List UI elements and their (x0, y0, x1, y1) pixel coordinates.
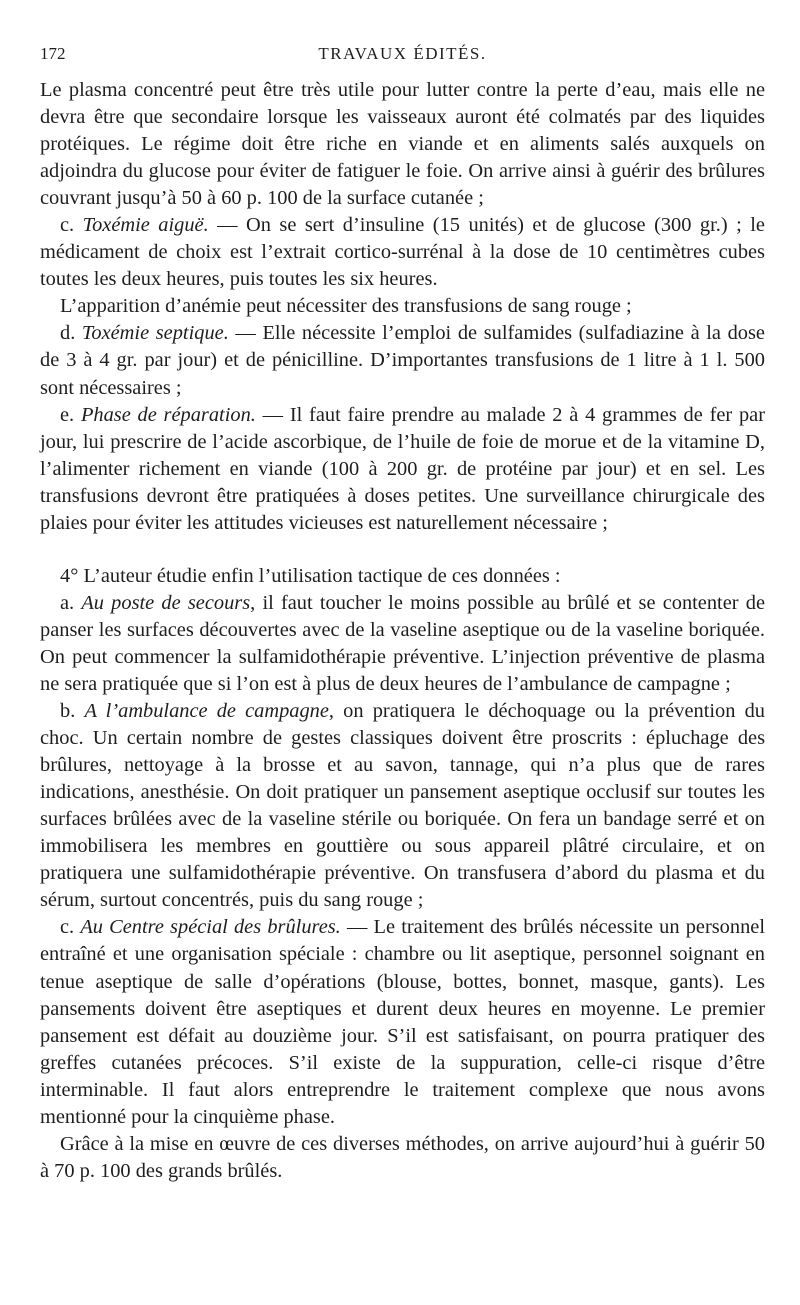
heading-separator: , (250, 591, 263, 614)
paragraph-text: Le traitement des brûlés nécessite un personnel entraîné et une organisation spéciale : chambre ou lit aseptique, personnel soignant en tenue aseptique de salle d’opérations (blouse, bottes, bonnet, masque, gants). Les pansements doivent être aseptiques et durent deux heures en moyenne. Le premier pansement est défait au douzième jour. S’il est satisfaisant, on pourra pratiquer des greffes cutanées précoces. S’il existe de la suppuration, celle-ci risque d’être interminable. Il faut alors entreprendre le traitement complexe que nous avons mentionné pour la cinquième phase. (40, 916, 765, 1128)
heading-separator: , (328, 700, 344, 723)
paragraph-text: il faut toucher le moins possible au brûlé et se contenter de panser les surfaces découvertes avec de la vaseline aseptique ou de la vaseline boriquée. On peut commencer la sulfamidothérapie préventive. L’injection préventive de plasma ne sera pratiquée que si l’on est à plus de deux heures de l’ambulance de campagne ; (40, 591, 765, 695)
page-header (40, 36, 765, 64)
item-heading: A l’ambulance de campagne (84, 700, 329, 723)
item-heading: Toxémie septique. (81, 322, 229, 345)
item-letter: d. (60, 322, 76, 345)
paragraph-text: Il faut faire prendre au malade 2 à 4 grammes de fer par jour, lui prescrire de l’acide ascorbique, de l’huile de foie de morue et de la vitamine D, l’alimenter richement en viande (100 à 200 gr. de protéine par jour) et en sel. Les transfusions devront être pratiquées à doses petites. Une surveillance chirurgicale des plaies pour éviter les attitudes vicieuses est naturellement nécessaire ; (40, 403, 765, 534)
page (40, 36, 765, 1185)
item-letter: e. (60, 403, 75, 426)
item-letter: c. (60, 916, 75, 939)
paragraph (40, 590, 765, 698)
body-text (40, 77, 765, 1185)
heading-separator: — (340, 916, 374, 939)
running-title: TRAVAUX ÉDITÉS. (318, 44, 487, 63)
paragraph-text: Grâce à la mise en œuvre de ces diverses méthodes, on arrive aujourd’hui à guérir 50 à 70 p. 100 des grands brûlés. (40, 1132, 765, 1182)
item-heading: Toxémie aiguë. (82, 214, 209, 237)
item-heading: Au poste de secours (81, 591, 251, 614)
item-heading: Phase de réparation. (80, 403, 256, 426)
paragraph (40, 563, 765, 590)
heading-separator: — (208, 214, 247, 237)
paragraph (40, 293, 765, 320)
item-letter: a. (60, 591, 75, 614)
paragraph (40, 77, 765, 212)
paragraph (40, 402, 765, 537)
heading-separator: — (228, 322, 263, 345)
paragraph-text: Le plasma concentré peut être très utile pour lutter contre la perte d’eau, mais elle ne devra être que secondaire lorsque les vaisseaux auront été colmatés par des liquides protéiques. Le régime doit être riche en viande et en aliments salés auxquels on adjoindra du glucose pour éviter de fatiguer le foie. On arrive ainsi à guérir des brûlures couvrant jusqu’à 50 à 60 p. 100 de la surface cutanée ; (40, 79, 765, 210)
paragraph-text: Elle nécessite l’emploi de sulfamides (sulfadiazine à la dose de 3 à 4 gr. par jour) et de pénicilline. D’importantes transfusions de 1 litre à 1 l. 500 sont nécessaires ; (40, 322, 765, 399)
paragraph-text: 4° L’auteur étudie enfin l’utilisation tactique de ces données : (60, 564, 561, 587)
paragraph (40, 698, 765, 914)
paragraph (40, 212, 765, 293)
paragraph (40, 1131, 765, 1185)
paragraph (40, 320, 765, 401)
page-number: 172 (40, 44, 66, 63)
paragraph-text: L’apparition d’anémie peut nécessiter des transfusions de sang rouge ; (60, 295, 632, 318)
paragraph-text: on pratiquera le déchoquage ou la prévention du choc. Un certain nombre de gestes classiques doivent être proscrits : épluchage des brûlures, nettoyage à la brosse et au savon, tannage, qui n’a plus que de rares indications, anesthésie. On doit pratiquer un pansement aseptique occlusif sur toutes les surfaces brûlées avec de la vaseline stérile ou boriquée. On fera un bandage serré et on immobilisera les membres en gouttière ou sous appareil plâtré circulaire, et on pratiquera une sulfamidothérapie préventive. On transfusera d’abord du plasma et du sérum, surtout concentrés, puis du sang rouge ; (40, 700, 765, 912)
item-letter: b. (60, 700, 76, 723)
item-heading: Au Centre spécial des brûlures. (80, 916, 341, 939)
item-letter: c. (60, 214, 75, 237)
paragraph (40, 914, 765, 1130)
paragraph-text: On se sert d’insuline (15 unités) et de glucose (300 gr.) ; le médicament de choix est l’extrait cortico-surrénal à la dose de 10 centimètres cubes toutes les deux heures, puis toutes les six heures. (40, 214, 765, 291)
heading-separator: — (255, 403, 290, 426)
